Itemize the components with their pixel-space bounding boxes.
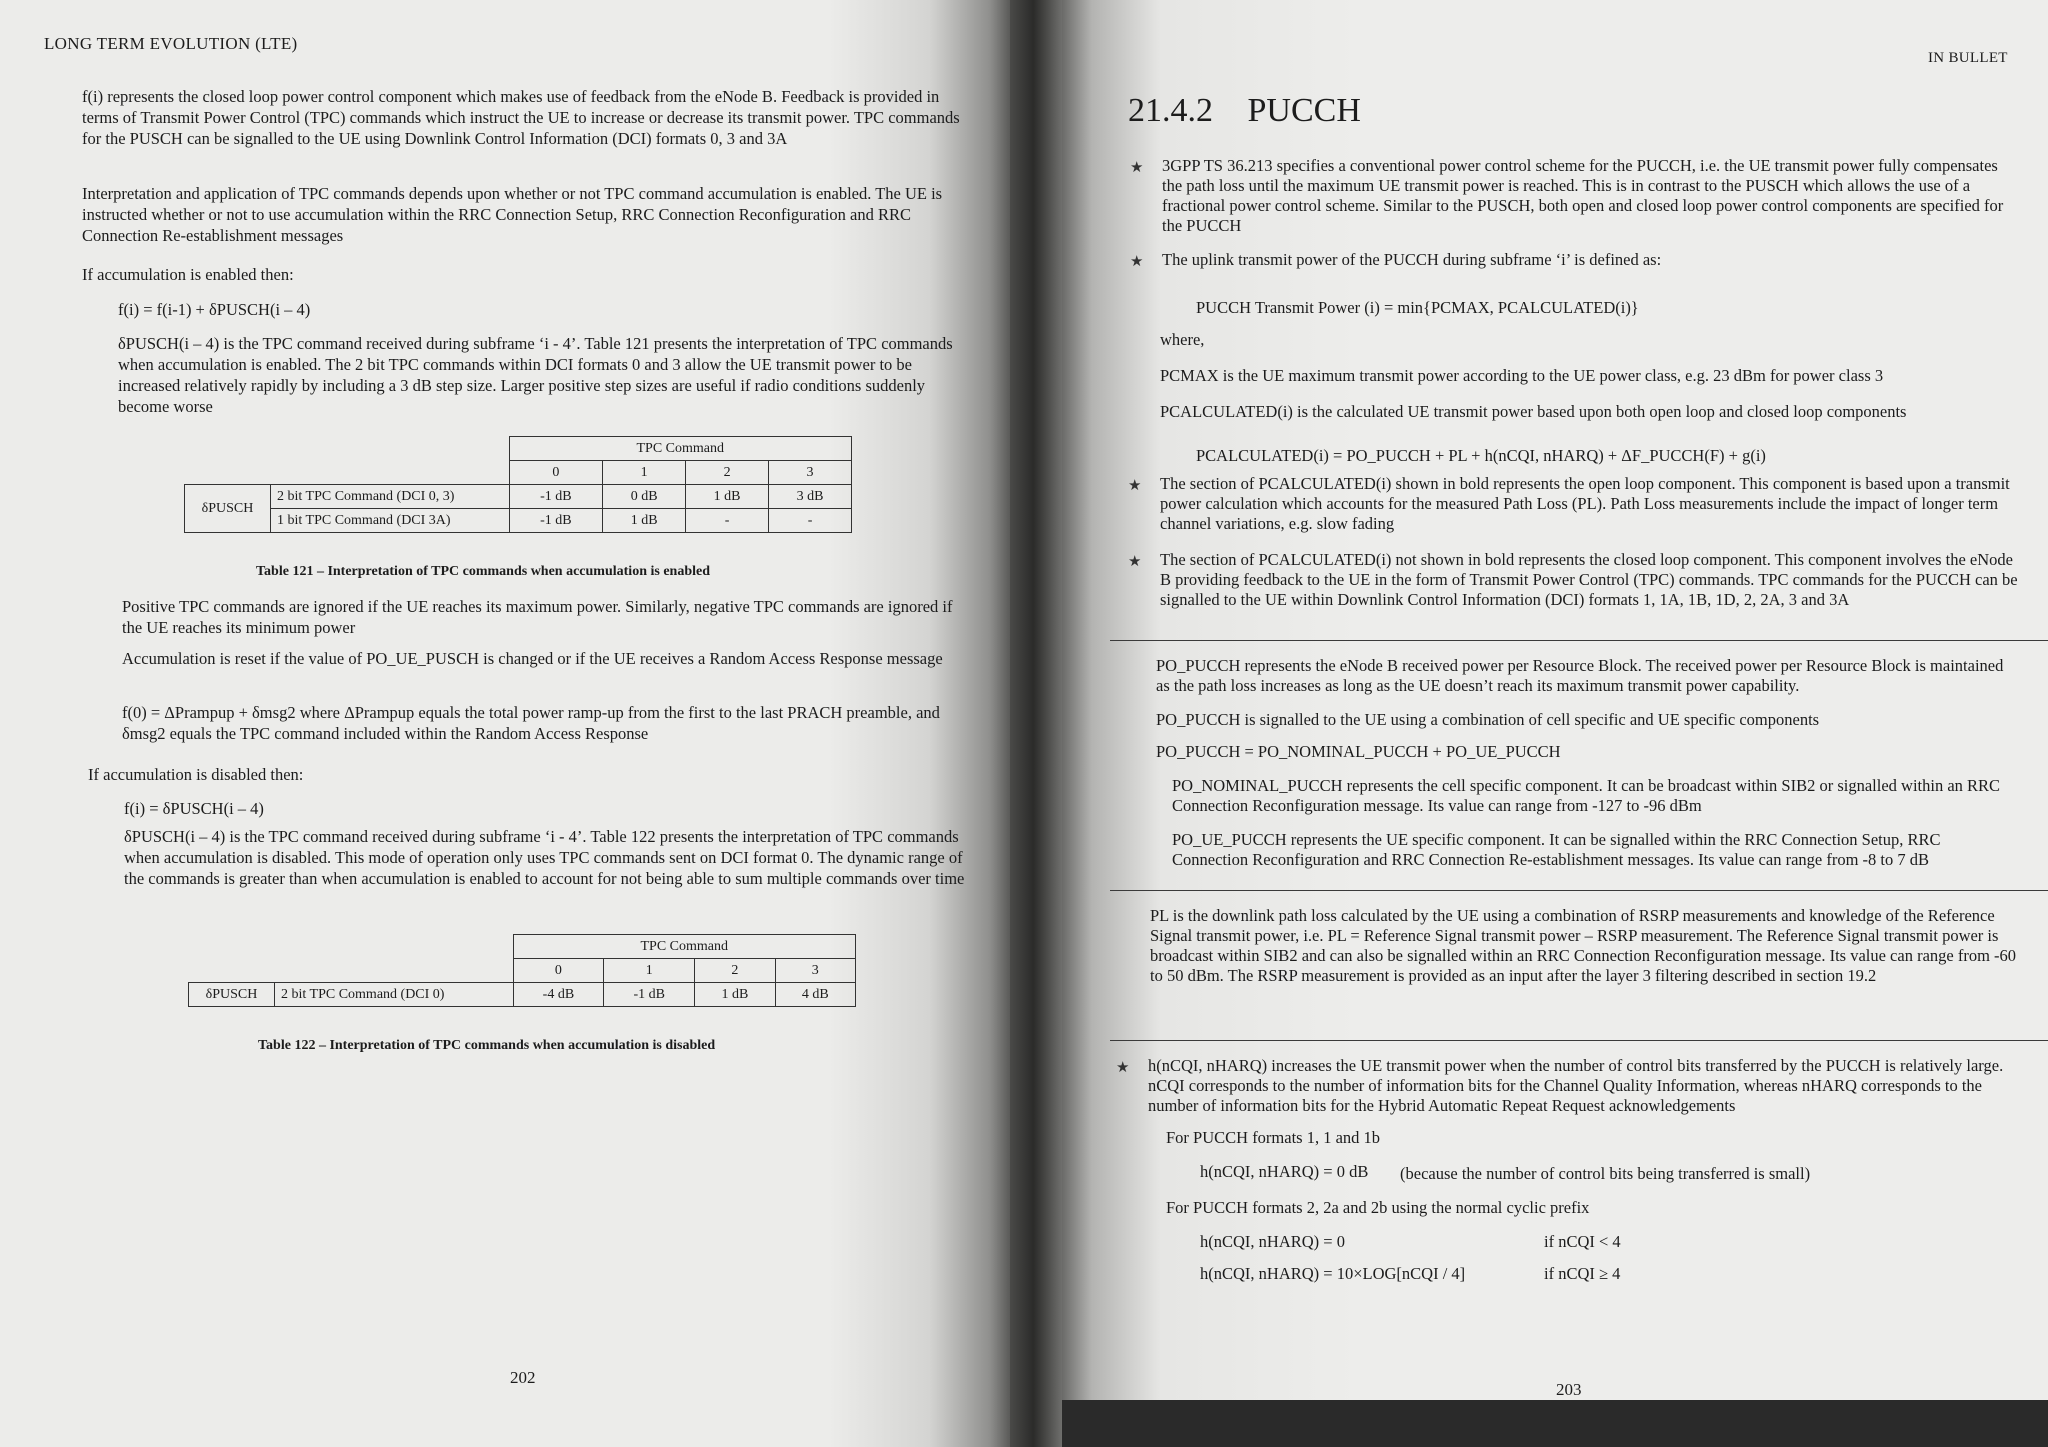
table-cell: 1 dB (695, 983, 775, 1007)
table-cell: 3 dB (769, 485, 852, 509)
star-bullet-icon: ★ (1128, 554, 1142, 570)
table-cell: - (686, 509, 769, 533)
table-row (185, 509, 852, 533)
h-formula-2a: h(nCQI, nHARQ) = 0 (1200, 1232, 1345, 1251)
formula-pucch-tx: PUCCH Transmit Power (i) = min{PCMAX, PCALCULATED(i)} (1196, 298, 1639, 317)
table-col-header: 2 (695, 959, 775, 983)
f0-paragraph: f(0) = ΔPrampup + δmsg2 where ΔPrampup equals the total power ramp-up from the first to the last PRACH preamble, and δmsg2 equals the TPC command included within the Random Access Response (122, 703, 940, 743)
row-label: 1 bit TPC Command (DCI 3A) (271, 509, 510, 533)
pl-definition: PL is the downlink path loss calculated by the UE using a combination of RSRP measurements and knowledge of the Reference Signal transmit power, i.e. PL = Reference Signal transmit power – RSRP measurement. The Reference Signal transmit power is broadcast within SIB2 and can also be signalled within an RRC Connection Reconfiguration message. Its value can range from -60 to 50 dBm. The RSRP measurement is provided as an input after the layer 3 filtering described in section 19.2 (1150, 906, 2017, 985)
table-col-header: 0 (513, 959, 604, 983)
h-formula-2b: h(nCQI, nHARQ) = 10×LOG[nCQI / 4] (1200, 1264, 1466, 1283)
page-number-left: 202 (510, 1368, 536, 1387)
running-head-right: IN BULLET (1928, 50, 2008, 66)
po-pucch-signalled: PO_PUCCH is signalled to the UE using a combination of cell specific and UE specific components (1156, 710, 1820, 729)
formula-pcalculated: PCALCULATED(i) = PO_PUCCH + PL + h(nCQI, nHARQ) + ΔF_PUCCH(F) + g(i) (1196, 446, 1766, 465)
intro-paragraph: f(i) represents the closed loop power control component which makes use of feedback from the eNode B. Feedback is provided in terms of Transmit Power Control (TPC) commands which instruct the UE to increase or decrease its transmit power. TPC commands for the PUSCH can be signalled to the UE using Downlink Control Information (DCI) formats 0, 3 and 3A (82, 87, 960, 148)
left-page (0, 0, 1010, 1447)
row-group-label: δPUSCH (189, 983, 275, 1007)
row-label: 2 bit TPC Command (DCI 0) (275, 983, 514, 1007)
divider (1110, 1040, 2048, 1041)
section-heading (1128, 92, 1361, 130)
table-cell: 0 dB (603, 485, 686, 509)
table-row (189, 983, 856, 1007)
bullet-conventional: 3GPP TS 36.213 specifies a conventional power control scheme for the PUCCH, i.e. the UE transmit power fully compensates the path loss until the maximum UE transmit power is reached. This is in contrast to the PUSCH which allows the use of a fractional power control scheme. Similar to the PUSCH, both open and closed loop power control components are specified for the PUCCH (1162, 156, 2004, 235)
if-disabled-label: If accumulation is disabled then: (88, 765, 304, 784)
page-number-right: 203 (1556, 1380, 1582, 1399)
divider (1110, 890, 2048, 891)
table-122-header: TPC Command (513, 935, 856, 959)
enabled-explanation: δPUSCH(i – 4) is the TPC command received during subframe ‘i - 4’. Table 121 presents the interpretation of TPC commands when accumulation is enabled. The 2 bit TPC commands within DCI formats 0 and 3 allow the UE transmit power to be increased relatively rapidly by including a 3 dB step size. Larger positive step sizes are useful if radio conditions suddenly become worse (118, 334, 953, 416)
table-cell: 1 dB (603, 509, 686, 533)
formats-1-label: For PUCCH formats 1, 1 and 1b (1166, 1128, 1381, 1147)
section-title: PUCCH (1247, 92, 1361, 129)
table-122 (188, 934, 856, 1007)
positive-paragraph: Positive TPC commands are ignored if the UE reaches its maximum power. Similarly, negative TPC commands are ignored if the UE reaches its minimum power (122, 597, 953, 637)
table-122-caption: Table 122 – Interpretation of TPC commands when accumulation is disabled (258, 1038, 716, 1053)
table-row (185, 485, 852, 509)
where-label: where, (1160, 330, 1205, 349)
table-cell: 4 dB (775, 983, 855, 1007)
table-cell: -4 dB (513, 983, 604, 1007)
disabled-explanation: δPUSCH(i – 4) is the TPC command received during subframe ‘i - 4’. Table 122 presents the interpretation of TPC commands when accumulation is disabled. This mode of operation only uses TPC commands sent on DCI format 0. The dynamic range of the commands is greater than when accumulation is enabled to account for not being able to sum multiple commands over time (124, 827, 965, 888)
h-formula-2b-condition: if nCQI ≥ 4 (1544, 1264, 1621, 1283)
h-formula-1: h(nCQI, nHARQ) = 0 dB (1200, 1162, 1369, 1181)
table-col-header: 2 (686, 461, 769, 485)
bullet-open-loop: The section of PCALCULATED(i) shown in bold represents the open loop component. This component is based upon a transmit power calculation which accounts for the measured Path Loss (PL). Path Loss measurements include the impact of longer term channel variations, e.g. slow fading (1160, 474, 2010, 533)
po-pucch-formula: PO_PUCCH = PO_NOMINAL_PUCCH + PO_UE_PUCCH (1156, 742, 1561, 761)
pcmax-definition: PCMAX is the UE maximum transmit power according to the UE power class, e.g. 23 dBm for power class 3 (1160, 366, 1884, 385)
table-cell: -1 dB (509, 509, 603, 533)
bullet-closed-loop: The section of PCALCULATED(i) not shown in bold represents the closed loop component. This component involves the eNode B providing feedback to the UE in the form of Transmit Power Control (TPC) commands. TPC commands for the PUCCH can be signalled to the UE within Downlink Control Information (DCI) formats 1, 1A, 1B, 1D, 2, 2A, 3 and 3A (1160, 550, 2018, 609)
book-spine (1010, 0, 1062, 1447)
table-121 (184, 436, 852, 533)
table-cell: - (769, 509, 852, 533)
star-bullet-icon: ★ (1116, 1060, 1130, 1076)
star-bullet-icon: ★ (1130, 254, 1144, 270)
h-function-definition: h(nCQI, nHARQ) increases the UE transmit power when the number of control bits transferred by the PUCCH is relatively large. nCQI corresponds to the number of information bits for the Channel Quality Information, whereas nHARQ corresponds to the number of information bits for the Hybrid Automatic Repeat Request acknowledgements (1148, 1056, 2004, 1115)
table-col-header: 1 (604, 959, 695, 983)
table-cell: 1 dB (686, 485, 769, 509)
interpretation-paragraph: Interpretation and application of TPC commands depends upon whether or not TPC command accumulation is enabled. The UE is instructed whether or not to use accumulation within the RRC Connection Setup, RRC Connection Reconfiguration and RRC Connection Re-establishment messages (82, 184, 943, 245)
h-formula-1-note: (because the number of control bits being transferred is small) (1400, 1164, 1811, 1183)
table-121-caption: Table 121 – Interpretation of TPC commands when accumulation is enabled (256, 564, 710, 579)
table-cell: -1 dB (509, 485, 603, 509)
star-bullet-icon: ★ (1130, 160, 1144, 176)
h-formula-2a-condition: if nCQI < 4 (1544, 1232, 1621, 1251)
po-nominal-definition: PO_NOMINAL_PUCCH represents the cell specific component. It can be broadcast within SIB2 or signalled within an RRC Connection Reconfiguration message. Its value can range from -127 to -96 dBm (1172, 776, 2001, 815)
row-group-label: δPUSCH (185, 485, 271, 533)
section-number: 21.4.2 (1128, 92, 1213, 129)
formats-2-label: For PUCCH formats 2, 2a and 2b using the normal cyclic prefix (1166, 1198, 1590, 1217)
table-121-header: TPC Command (509, 437, 852, 461)
po-ue-definition: PO_UE_PUCCH represents the UE specific component. It can be signalled within the RRC Connection Setup, RRC Connection Reconfiguration and RRC Connection Re-establishment messages. Its value can range from -8 to 7 dB (1172, 830, 1941, 869)
bullet-uplink-power: The uplink transmit power of the PUCCH during subframe ‘i’ is defined as: (1162, 250, 1662, 269)
table-col-header: 0 (509, 461, 603, 485)
row-label: 2 bit TPC Command (DCI 0, 3) (271, 485, 510, 509)
table-cell: -1 dB (604, 983, 695, 1007)
running-head-left: LONG TERM EVOLUTION (LTE) (44, 34, 298, 53)
reset-paragraph: Accumulation is reset if the value of PO_UE_PUSCH is changed or if the UE receives a Random Access Response message (122, 649, 943, 668)
if-enabled-label: If accumulation is enabled then: (82, 265, 294, 284)
divider (1110, 640, 2048, 641)
table-col-header: 3 (769, 461, 852, 485)
formula-disabled: f(i) = δPUSCH(i – 4) (124, 799, 264, 818)
po-pucch-definition: PO_PUCCH represents the eNode B received power per Resource Block. The received power per Resource Block is maintained as the path loss increases as long as the UE doesn’t reach its maximum transmit power capability. (1156, 656, 2004, 695)
table-col-header: 1 (603, 461, 686, 485)
star-bullet-icon: ★ (1128, 478, 1142, 494)
formula-enabled: f(i) = f(i-1) + δPUSCH(i – 4) (118, 300, 311, 319)
table-col-header: 3 (775, 959, 855, 983)
pcalculated-definition: PCALCULATED(i) is the calculated UE transmit power based upon both open loop and closed loop components (1160, 402, 1907, 421)
